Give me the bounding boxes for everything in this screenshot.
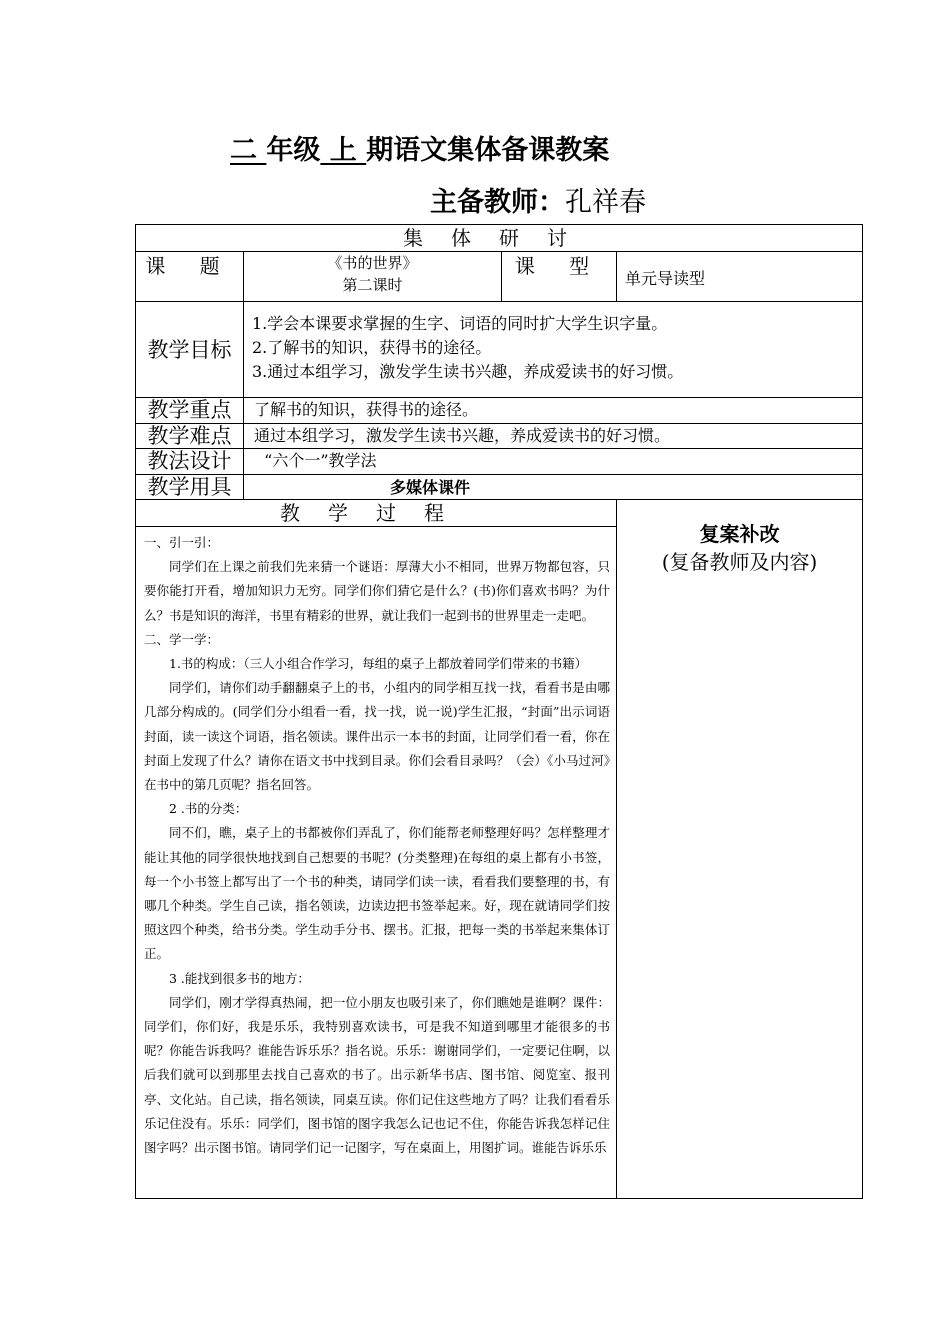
process-paragraph: 同学们在上课之前我们先来猜一个谜语：厚薄大小不相同，世界万物都包容，只要你能打开看，增加知识力无穷。同学们你们猜它是什么？(书)你们喜欢书吗？为什么？书是知识的海洋，书里有精彩的世界，就让我们一起到书的世界里走一走吧。 — [144, 559, 610, 623]
tools-value: 多媒体课件 — [244, 475, 863, 500]
topic-label: 课 题 — [136, 252, 244, 302]
teacher-label: 主备教师： — [430, 187, 565, 218]
revision-notes-cell — [617, 500, 863, 1199]
goal-item: 1.学会本课要求掌握的生字、词语的同时扩大学生识字量。 — [252, 314, 668, 333]
process-paragraph: 同学们，请你们动手翻翻桌子上的书，小组内的同学相互找一找，看看书是由哪几部分构成的。(同学们分小组看一看，找一找，说一说)学生汇报，“封面”出示词语封面，读一读这个词语，指名领读。课件出示一本书的封面，让同学们看一看，你在封面上发现了什么？请你在语文书中找到目录。你们会看目录吗？（会）《小马过河》在书中的第几页呢？指名回答。 — [144, 680, 610, 793]
difficulty-value: 通过本组学习，激发学生读书兴趣，养成爱读书的好习惯。 — [244, 424, 863, 449]
teacher-name: 孔祥春 — [565, 187, 646, 218]
tools-label: 教学用具 — [136, 475, 244, 500]
key-label: 教学重点 — [136, 398, 244, 424]
process-header: 教学过程 — [136, 500, 617, 527]
title-grade-blank: 二 — [230, 135, 267, 166]
process-subheading: 1.书的构成：（三人小组合作学习，每组的桌子上都放着同学们带来的书籍） — [169, 656, 588, 672]
title-part-2: 期语文集体备课教案 — [366, 135, 610, 166]
difficulty-label: 教学难点 — [136, 424, 244, 449]
revision-subtitle: (复备教师及内容) — [661, 550, 818, 574]
process-subheading: 2 .书的分类： — [169, 801, 248, 817]
goals-list — [244, 302, 863, 398]
method-label: 教法设计 — [136, 449, 244, 475]
section-header: 集体研讨 — [136, 225, 863, 252]
process-paragraph: 同不们，瞧，桌子上的书都被你们弄乱了，你们能帮老师整理好吗？怎样整理才能让其他的同学很快地找到自己想要的书呢？(分类整理)在每组的桌上都有小书签，每一个小书签上都写出了一个书的种类，请同学们读一读，看看我们要整理的书，有哪几个种类。学生自己读，指名领读，边读边把书签举起来。好，现在就请同学们按照这四个种类，给书分类。学生动手分书、摆书。汇报，把每一类的书举起来集体订正。 — [144, 825, 610, 962]
process-content — [136, 527, 617, 1199]
topic-period: 第二课时 — [342, 276, 403, 294]
lead-teacher — [430, 180, 646, 219]
type-value: 单元导读型 — [617, 252, 863, 302]
process-paragraph: 同学们，刚才学得真热闹，把一位小朋友也吸引来了，你们瞧她是谁啊？课件：同学们，你们好，我是乐乐，我特别喜欢读书，可是我不知道到哪里才能很多的书呢？你能告诉我吗？谁能告诉乐乐？指名说。乐乐：谢谢同学们，一定要记住啊，以后我们就可以到那里去找自己喜欢的书了。出示新华书店、图书馆、阅览室、报刊亭、文化站。自己读，指名领读，同桌互读。你们记住这些地方了吗？让我们看看乐乐记住没有。乐乐：同学们，图书馆的图字我怎么记也记不住，你能告诉我怎样记住图字吗？出示图书馆。请同学们记一记图字，写在桌面上，用图扩词。谁能告诉乐乐 — [144, 994, 610, 1156]
topic-value — [244, 252, 502, 302]
document-title — [230, 128, 609, 167]
process-heading: 一、引一引： — [144, 535, 220, 550]
title-part-1: 年级 — [266, 135, 321, 166]
goal-item: 2.了解书的知识，获得书的途径。 — [252, 338, 492, 357]
topic-title: 《书的世界》 — [327, 254, 418, 272]
method-value: “六个一”教学法 — [244, 449, 863, 475]
type-label: 课 型 — [502, 252, 617, 302]
process-subheading: 3 .能找到很多书的地方： — [169, 970, 310, 986]
lesson-plan-table — [135, 224, 863, 1199]
key-value: 了解书的知识，获得书的途径。 — [244, 398, 863, 424]
process-heading: 二、学一学： — [144, 631, 220, 647]
goals-label: 教学目标 — [136, 302, 244, 398]
revision-title: 复案补改 — [699, 522, 780, 546]
goal-item: 3.通过本组学习，激发学生读书兴趣，养成爱读书的好习惯。 — [252, 362, 684, 381]
title-term-blank: 上 — [320, 135, 367, 166]
